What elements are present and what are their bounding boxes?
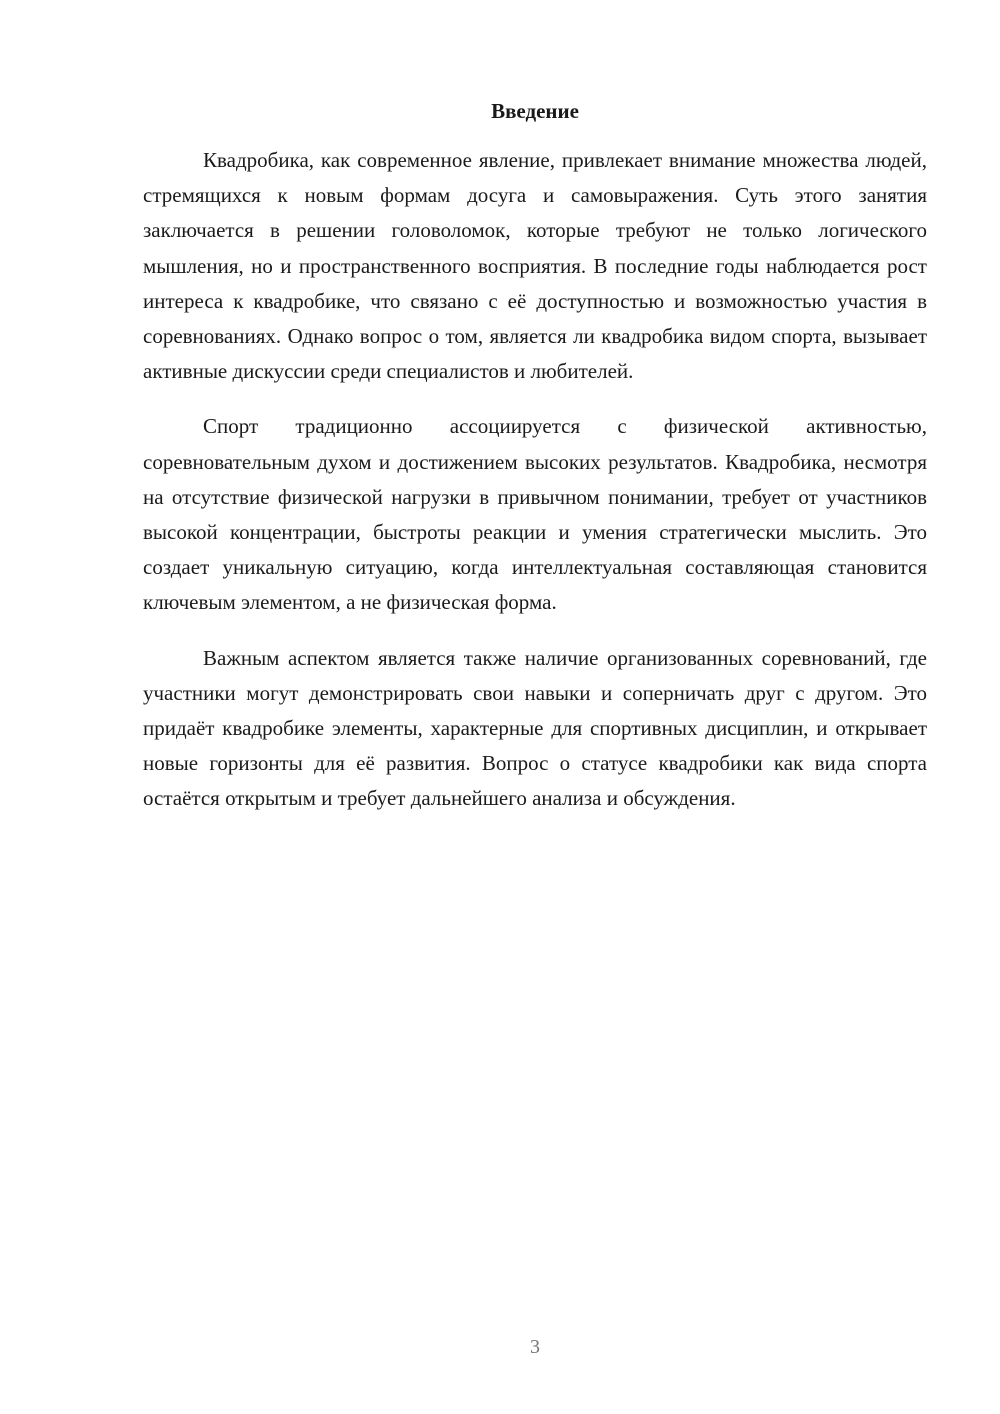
body-text <box>143 143 927 837</box>
section-heading: Введение <box>491 99 579 123</box>
paragraph-1: Квадробика, как современное явление, привлекает внимание множества людей, стремящихся к новым формам досуга и самовыражения. Суть этого занятия заключается в решении головоломок, которые требуют не только логического мышления, но и пространственного восприятия. В последние годы наблюдается рост интереса к квадробике, что связано с её доступностью и возможностью участия в соревнованиях. Однако вопрос о том, является ли квадробика видом спорта, вызывает активные дискуссии среди специалистов и любителей. <box>143 148 927 384</box>
paragraph-3: Важным аспектом является также наличие организованных соревнований, где участники могут демонстрировать свои навыки и соперничать друг с другом. Это придаёт квадробике элементы, характерные для спортивных дисциплин, и открывает новые горизонты для её развития. Вопрос о статусе квадробики как вида спорта остаётся открытым и требует дальнейшего анализа и обсуждения. <box>143 645 927 811</box>
paragraph-2: Спорт традиционно ассоциируется с физической активностью, соревновательным духом и достижением высоких результатов. Квадробика, несмотря на отсутствие физической нагрузки в привычном понимании, требует от участников высокой концентрации, быстроты реакции и умения стратегически мыслить. Это создает уникальную ситуацию, когда интеллектуальная составляющая становится ключевым элементом, а не физическая форма. <box>143 414 927 615</box>
page-number: 3 <box>530 1336 540 1358</box>
